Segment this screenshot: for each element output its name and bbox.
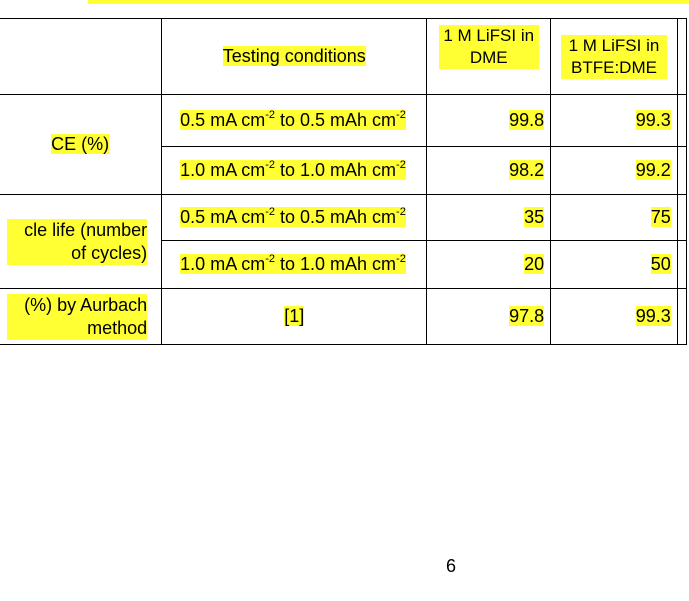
header-empty-cell — [0, 19, 162, 95]
condition-cell: 0.5 mA $cm^{-2}$ to 0.5 mAh $cm^{-2}$ — [162, 195, 427, 241]
group-label-cycle-life: cle life (number of cycles) — [0, 195, 162, 289]
table-row — [0, 95, 687, 147]
value-cell: 99.3 — [551, 95, 678, 147]
header-dme: 1 M LiFSI in DME — [427, 19, 551, 95]
condition-cell: 1.0 mA $cm^{-2}$ to 1.0 mAh $cm^{-2}$ — [162, 147, 427, 195]
results-table — [0, 18, 687, 345]
header-btfe-dme: 1 M LiFSI in BTFE:DME — [551, 19, 678, 95]
value-cell: 35 — [427, 195, 551, 241]
value-cell: 75 — [551, 195, 678, 241]
value-cell: 99.2 — [551, 147, 678, 195]
table-row — [0, 289, 687, 345]
value-cell: 99.8 — [427, 95, 551, 147]
table-row — [0, 195, 687, 241]
table-header-row — [0, 19, 687, 95]
header-cut-cell — [677, 19, 686, 95]
value-cell: 99.3 — [551, 289, 678, 345]
condition-cell: 0.5 mA $cm^{-2}$ to 0.5 mAh $cm^{-2}$ — [162, 95, 427, 147]
group-label-ce: CE (%) — [0, 95, 162, 195]
header-testing-conditions: Testing conditions — [162, 19, 427, 95]
condition-cell: [1] — [162, 289, 427, 345]
condition-cell: 1.0 mA $cm^{-2}$ to 1.0 mAh $cm^{-2}$ — [162, 241, 427, 289]
highlight-line — [88, 0, 689, 4]
value-cell: 50 — [551, 241, 678, 289]
value-cell: 97.8 — [427, 289, 551, 345]
page-number: 6 — [446, 556, 457, 576]
value-cell: 98.2 — [427, 147, 551, 195]
value-cell: 20 — [427, 241, 551, 289]
group-label-aurbach: (%) by Aurbach method — [0, 289, 162, 345]
